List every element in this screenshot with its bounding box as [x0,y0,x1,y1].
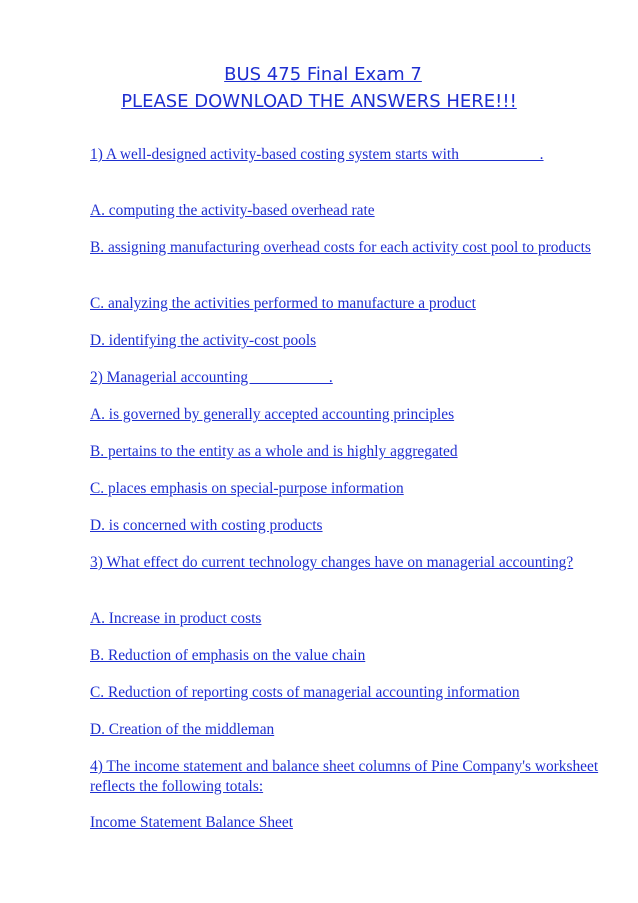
question-1-option-a[interactable]: A. computing the activity-based overhead rate [90,202,375,219]
question-1[interactable]: 1) A well-designed activity-based costing system starts with __________. [90,146,544,163]
question-1-option-b[interactable]: B. assigning manufacturing overhead costs for each activity cost pool to products [90,239,591,256]
question-2-option-c[interactable]: C. places emphasis on special-purpose information [90,480,404,497]
table-header-line[interactable]: Income Statement Balance Sheet [90,814,293,831]
question-2-option-b[interactable]: B. pertains to the entity as a whole and is highly aggregated [90,443,458,460]
question-4[interactable]: 4) The income statement and balance sheet columns of Pine Company's worksheet reflects the following totals: [90,758,599,795]
question-3-option-c[interactable]: C. Reduction of reporting costs of managerial accounting information [90,684,520,701]
question-3-option-b[interactable]: B. Reduction of emphasis on the value chain [90,647,366,664]
question-3[interactable]: 3) What effect do current technology changes have on managerial accounting? [90,554,574,571]
download-answers-link[interactable]: PLEASE DOWNLOAD THE ANSWERS HERE!!! [121,91,517,112]
question-3-option-d[interactable]: D. Creation of the middleman [90,721,275,738]
question-1-option-c[interactable]: C. analyzing the activities performed to manufacture a product [90,295,476,312]
question-2[interactable]: 2) Managerial accounting __________. [90,369,333,386]
question-3-option-a[interactable]: A. Increase in product costs [90,610,262,627]
question-2-option-a[interactable]: A. is governed by generally accepted accounting principles [90,406,455,423]
page-title[interactable]: BUS 475 Final Exam 7 [224,64,422,85]
question-1-option-d[interactable]: D. identifying the activity-cost pools [90,332,317,349]
question-2-option-d[interactable]: D. is concerned with costing products [90,517,323,534]
